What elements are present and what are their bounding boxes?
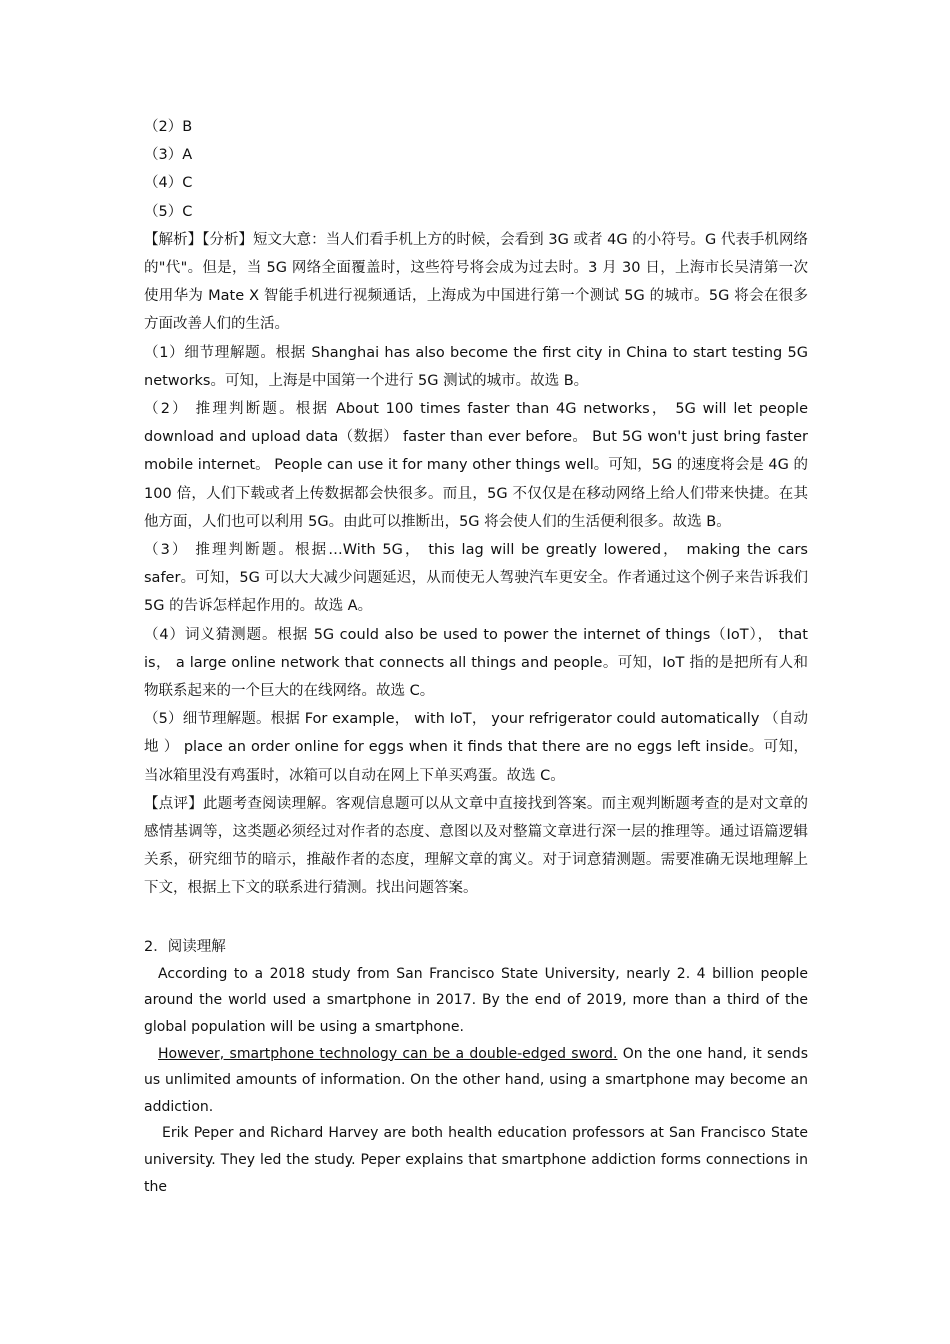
detail-paragraph-3: （3） 推理判断题。根据…With 5G， this lag will be greatly lowered， making the cars safer。可知，5G 可以大大减少问题延迟，从而使无人驾驶汽车更安全。作者通过这个例子来告诉我们 5G 的告诉怎样起作用的。故选 A。 [144, 542, 808, 615]
comment-paragraph: 【点评】此题考查阅读理解。客观信息题可以从文章中直接找到答案。而主观判断题考查的是对文章的感情基调等，这类题必须经过对作者的态度、意图以及对整篇文章进行深一层的推理等。通过语篇逻辑关系，研究细节的暗示，推敲作者的态度，理解文章的寓义。对于词意猜测题。需要准确无误地理解上下文，根据上下文的联系进行猜测。找出问题答案。 [144, 795, 808, 897]
answer-line: （3）A [144, 147, 193, 164]
underlined-sentence: However, smartphone technology can be a double-edged sword. [158, 1045, 618, 1062]
answer-line: （5）C [144, 203, 193, 220]
analysis-paragraph: 【解析】【分析】短文大意：当人们看手机上方的时候，会看到 3G 或者 4G 的小符号。G 代表手机网络的"代"。但是，当 5G 网络全面覆盖时，这些符号将会成为过去时。3 月 30 日，上海市长吴清第一次使用华为 Mate X 智能手机进行视频通话，上海成为中国进行第一个测试 5G 的城市。5G 将会在很多方面改善人们的生活。 [144, 231, 808, 333]
passage-paragraph-1: According to a 2018 study from San Francisco State University, nearly 2. 4 billion people around the world used a smartphone in 2017. By the end of 2019, more than a third of the global population will be using a smartphone. [144, 965, 808, 1036]
answer-line: （4）C [144, 175, 193, 192]
detail-paragraph-5: （5）细节理解题。根据 For example， with IoT， your refrigerator could automatically （自动地 ） place an order online for eggs when it finds that there are no eggs left inside。可知，当冰箱里没有鸡蛋时，冰箱可以自动在网上下单买鸡蛋。故选 C。 [144, 711, 808, 784]
document-page [144, 113, 808, 1200]
detail-paragraph-4: （4）词义猜测题。根据 5G could also be used to power the internet of things（IoT）， that is， a large online network that connects all things and people。可知，IoT 指的是把所有人和物联系起来的一个巨大的在线网络。故选 C。 [144, 626, 808, 700]
passage-paragraph-2 [144, 1041, 808, 1121]
passage-paragraph-3: Erik Peper and Richard Harvey are both health education professors at San Francisco State university. They led the study. Peper explains that smartphone addiction forms connections in the [144, 1125, 808, 1195]
detail-paragraph-2: （2） 推理判断题。根据 About 100 times faster than 4G networks， 5G will let people download and upload data（数据） faster than ever before。 But 5G won't just bring faster mobile internet。 People can use it for many other things well。可知，5G 的速度将会是 4G 的 100 倍，人们下载或者上传数据都会快很多。而且，5G 不仅仅是在移动网络上给人们带来快捷。在其他方面，人们也可以利用 5G。由此可以推断出，5G 将会使人们的生活便利很多。故选 B。 [144, 401, 808, 530]
detail-paragraph-1: （1）细节理解题。根据 Shanghai has also become the first city in China to start testing 5G networks。可知，上海是中国第一个进行 5G 测试的城市。故选 B。 [144, 344, 808, 389]
section-heading: 2．阅读理解 [144, 938, 226, 955]
answer-line: （2）B [144, 119, 193, 135]
paragraph-text: On the one hand, it sends us unlimited amounts of information. On the other hand, using a smartphone may become an addiction. [144, 1045, 808, 1115]
